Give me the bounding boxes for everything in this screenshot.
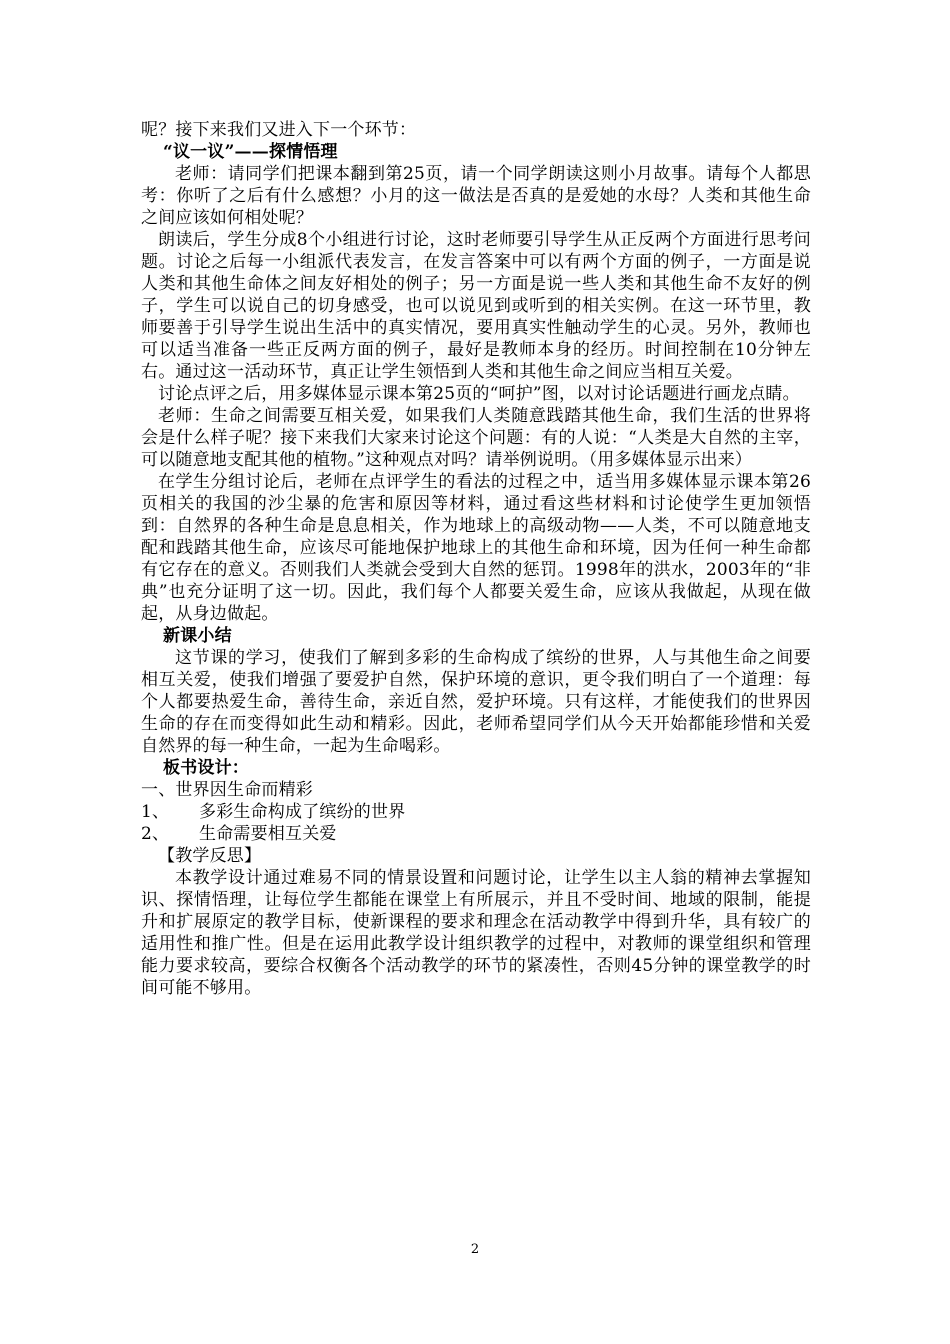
- board-design-title: 一、世界因生命而精彩: [141, 780, 313, 800]
- paragraph-teacher-question: 老师：请同学们把课本翻到第25页，请一个同学朗读这则小月故事。请每个人都思考：你听了之后有什么感想？小月的这一做法是否真的是爱她的水母？人类和其他生命之间应该如何相处呢？: [141, 164, 811, 228]
- paragraph-conclusion-discussion: 在学生分组讨论后，老师在点评学生的看法的过程之中，适当用多媒体显示课本第26页相关的我国的沙尘暴的危害和原因等材料，通过看这些材料和讨论使学生更加领悟到：自然界的各种生命是息息相关，作为地球上的高级动物——人类，不可以随意地支配和践踏其他生命，应该尽可能地保护地球上的其他生命和环境，因为任何一种生命都有它存在的意义。否则我们人类就会受到大自然的惩罚。1998年的洪水，2003年的“非典”也充分证明了这一切。因此，我们每个人都要关爱生命，应该从我做起，从现在做起，从身边做起。: [141, 472, 811, 624]
- section-heading-reflection: 【教学反思】: [158, 846, 262, 866]
- list-item-text: 生命需要相互关爱: [199, 824, 337, 844]
- paragraph-summary: 这节课的学习，使我们了解到多彩的生命构成了缤纷的世界，人与其他生命之间要相互关爱，使我们增强了要爱护自然，保护环境的意识，更令我们明白了一个道理：每个人都要热爱生命，善待生命，亲近自然，爱护环境。只有这样，才能使我们的世界因生命的存在而变得如此生动和精彩。因此，老师希望同学们从今天开始都能珍惜和关爱自然界的每一种生命，一起为生命喝彩。: [141, 648, 811, 756]
- section-heading-discussion: “议一议”——探情悟理: [163, 142, 338, 162]
- paragraph-reflection: 本教学设计通过难易不同的情景设置和问题讨论，让学生以主人翁的精神去掌握知识、探情悟理，让每位学生都能在课堂上有所展示，并且不受时间、地域的限制，能提升和扩展原定的教学目标，使新课程的要求和理念在活动教学中得到升华，具有较广的适用性和推广性。但是在运用此教学设计组织教学的过程中，对教师的课堂组织和管理能力要求较高，要综合权衡各个活动教学的环节的紧凑性，否则45分钟的课堂教学的时间可能不够用。: [141, 868, 811, 998]
- list-item-number: 2、: [141, 824, 170, 844]
- paragraph-review: 讨论点评之后，用多媒体显示课本第25页的“呵护”图，以对讨论话题进行画龙点睛。: [158, 384, 800, 404]
- list-item-text: 多彩生命构成了缤纷的世界: [199, 802, 406, 822]
- paragraph-group-discussion: 朗读后，学生分成8个小组进行讨论，这时老师要引导学生从正反两个方面进行思考问题。讨论之后每一小组派代表发言，在发言答案中可以有两个方面的例子，一方面是说人类和其他生命体之间友好相处的例子；另一方面是说一些人类和其他生命不友好的例子，学生可以说自己的切身感受，也可以说见到或听到的相关实例。在这一环节里，教师要善于引导学生说出生活中的真实情况，要用真实性触动学生的心灵。另外，教师也可以适当准备一些正反两方面的例子，最好是教师本身的经历。时间控制在10分钟左右。通过这一活动环节，真正让学生领悟到人类和其他生命之间应当相互关爱。: [141, 230, 811, 382]
- list-item-number: 1、: [141, 802, 170, 822]
- section-heading-summary: 新课小结: [163, 626, 232, 646]
- list-item: [141, 823, 811, 845]
- page-number: 2: [470, 1242, 480, 1257]
- list-item: [141, 801, 811, 823]
- paragraph-teacher-followup: 老师：生命之间需要互相关爱，如果我们人类随意践踏其他生命，我们生活的世界将会是什么样子呢？接下来我们大家来讨论这个问题：有的人说：“人类是大自然的主宰，可以随意地支配其他的植物。”这种观点对吗？请举例说明。（用多媒体显示出来）: [141, 406, 811, 470]
- paragraph-intro: 呢？接下来我们又进入下一个环节：: [141, 120, 417, 140]
- section-heading-board-design: 板书设计：: [163, 758, 249, 778]
- document-body: [141, 119, 811, 999]
